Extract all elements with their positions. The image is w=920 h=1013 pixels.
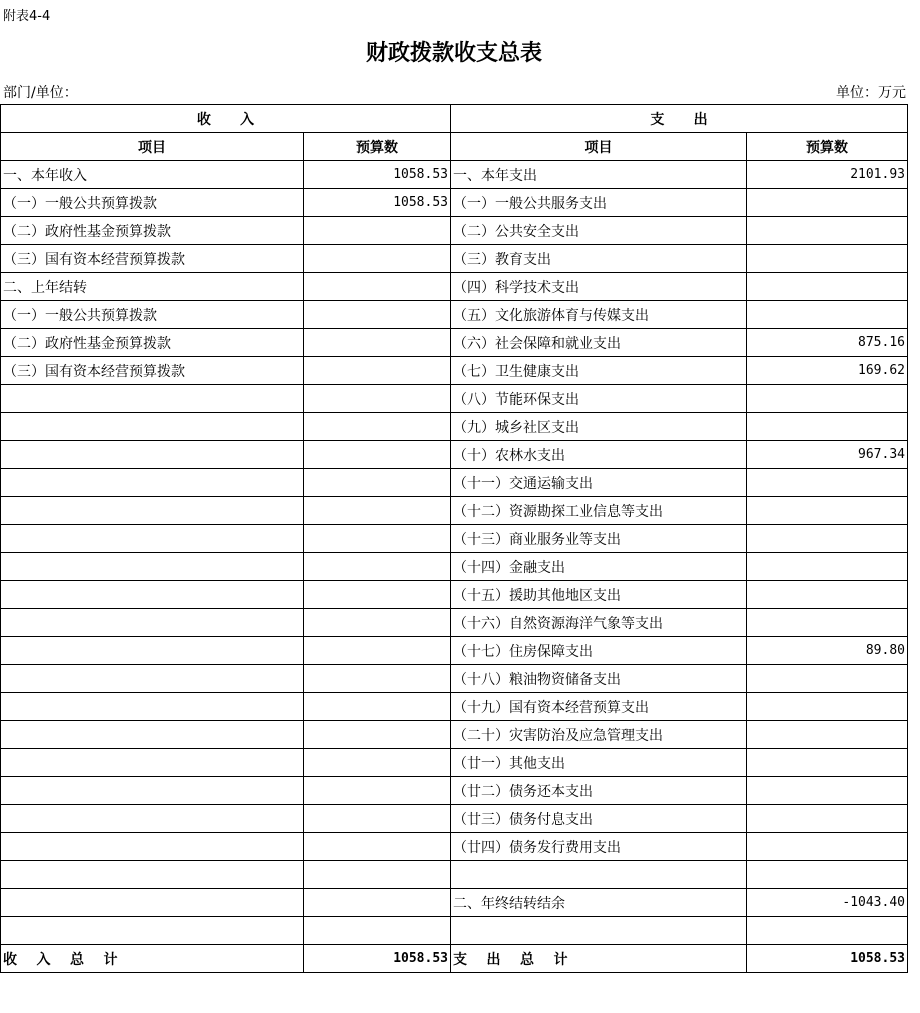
expense-value-cell — [747, 609, 908, 637]
expense-value-cell: 967.34 — [747, 441, 908, 469]
income-value-cell — [304, 637, 451, 665]
expense-value-cell — [747, 805, 908, 833]
expense-item-cell: （七）卫生健康支出 — [451, 357, 747, 385]
table-row — [1, 805, 908, 833]
table-row — [1, 441, 908, 469]
expense-value-cell — [747, 749, 908, 777]
income-value-cell — [304, 889, 451, 917]
expense-item-cell: 一、本年支出 — [451, 161, 747, 189]
expense-item-column-header: 项目 — [451, 133, 747, 161]
table-row — [1, 245, 908, 273]
expense-value-cell — [747, 497, 908, 525]
expense-value-cell — [747, 413, 908, 441]
income-value-cell — [304, 833, 451, 861]
expense-item-cell: （十八）粮油物资储备支出 — [451, 665, 747, 693]
income-value-cell — [304, 861, 451, 889]
expense-item-cell: （八）节能环保支出 — [451, 385, 747, 413]
expense-item-cell: （十二）资源勘探工业信息等支出 — [451, 497, 747, 525]
income-value-cell: 1058.53 — [304, 189, 451, 217]
table-row — [1, 777, 908, 805]
income-value-cell — [304, 385, 451, 413]
income-value-cell — [304, 245, 451, 273]
expense-item-cell: （二十）灾害防治及应急管理支出 — [451, 721, 747, 749]
income-header: 收 入 — [1, 105, 451, 133]
expense-value-cell: 2101.93 — [747, 161, 908, 189]
income-item-cell — [1, 525, 304, 553]
expense-item-cell: （廿一）其他支出 — [451, 749, 747, 777]
income-item-cell — [1, 581, 304, 609]
table-row — [1, 889, 908, 917]
table-row — [1, 413, 908, 441]
expense-item-cell: （十一）交通运输支出 — [451, 469, 747, 497]
expense-item-cell: （十）农林水支出 — [451, 441, 747, 469]
expense-item-cell: （十九）国有资本经营预算支出 — [451, 693, 747, 721]
expense-item-cell — [451, 861, 747, 889]
income-total-label: 收 入 总 计 — [1, 945, 304, 973]
table-row — [1, 609, 908, 637]
income-item-cell — [1, 805, 304, 833]
attachment-label: 附表4-4 — [3, 9, 51, 24]
income-value-cell — [304, 441, 451, 469]
income-item-cell — [1, 497, 304, 525]
expense-value-cell — [747, 721, 908, 749]
income-item-cell: （一）一般公共预算拨款 — [1, 301, 304, 329]
expense-header: 支 出 — [451, 105, 908, 133]
table-row — [1, 217, 908, 245]
expense-value-cell — [747, 861, 908, 889]
expense-value-cell: -1043.40 — [747, 889, 908, 917]
expense-value-cell: 875.16 — [747, 329, 908, 357]
expense-item-cell: （十四）金融支出 — [451, 553, 747, 581]
income-value-cell — [304, 217, 451, 245]
table-row — [1, 581, 908, 609]
expense-value-cell — [747, 273, 908, 301]
income-value-cell — [304, 413, 451, 441]
unit-label: 单位：万元 — [836, 85, 906, 101]
income-value-cell — [304, 777, 451, 805]
expense-value-cell — [747, 581, 908, 609]
income-value-cell — [304, 749, 451, 777]
income-value-cell — [304, 581, 451, 609]
page-title: 财政拨款收支总表 — [365, 40, 542, 66]
income-item-cell: （三）国有资本经营预算拨款 — [1, 245, 304, 273]
table-row — [1, 329, 908, 357]
income-item-cell — [1, 469, 304, 497]
expense-total-label: 支 出 总 计 — [451, 945, 747, 973]
income-item-cell — [1, 385, 304, 413]
expense-value-cell: 89.80 — [747, 637, 908, 665]
income-item-cell: （二）政府性基金预算拨款 — [1, 329, 304, 357]
table-row — [1, 721, 908, 749]
expense-value-cell: 169.62 — [747, 357, 908, 385]
table-row — [1, 861, 908, 889]
income-value-cell — [304, 805, 451, 833]
income-item-cell — [1, 861, 304, 889]
income-item-cell — [1, 609, 304, 637]
expense-value-cell — [747, 469, 908, 497]
table-row — [1, 161, 908, 189]
income-item-cell — [1, 833, 304, 861]
expense-item-cell: （廿三）债务付息支出 — [451, 805, 747, 833]
table-row — [1, 833, 908, 861]
income-item-cell: （三）国有资本经营预算拨款 — [1, 357, 304, 385]
column-header-row — [1, 133, 908, 161]
table-row — [1, 357, 908, 385]
income-value-cell — [304, 553, 451, 581]
income-value-cell — [304, 301, 451, 329]
income-item-cell: 二、上年结转 — [1, 273, 304, 301]
income-item-cell — [1, 413, 304, 441]
income-item-cell: （二）政府性基金预算拨款 — [1, 217, 304, 245]
expense-value-cell — [747, 553, 908, 581]
income-item-cell — [1, 637, 304, 665]
expense-item-cell — [451, 917, 747, 945]
income-item-cell: 一、本年收入 — [1, 161, 304, 189]
expense-value-cell — [747, 693, 908, 721]
table-row — [1, 553, 908, 581]
income-value-cell: 1058.53 — [304, 161, 451, 189]
table-row — [1, 749, 908, 777]
table-row — [1, 301, 908, 329]
expense-value-cell — [747, 301, 908, 329]
expense-item-cell: （廿二）债务还本支出 — [451, 777, 747, 805]
table-row — [1, 273, 908, 301]
expense-item-cell: （五）文化旅游体育与传媒支出 — [451, 301, 747, 329]
income-value-cell — [304, 329, 451, 357]
income-value-cell — [304, 525, 451, 553]
expense-item-cell: （十三）商业服务业等支出 — [451, 525, 747, 553]
income-item-cell — [1, 553, 304, 581]
income-value-cell — [304, 469, 451, 497]
table-row — [1, 497, 908, 525]
expense-value-cell — [747, 917, 908, 945]
income-value-cell — [304, 273, 451, 301]
budget-table — [0, 104, 908, 973]
income-item-cell — [1, 917, 304, 945]
income-value-cell — [304, 609, 451, 637]
expense-value-cell — [747, 189, 908, 217]
expense-item-cell: （二）公共安全支出 — [451, 217, 747, 245]
expense-item-cell: （十六）自然资源海洋气象等支出 — [451, 609, 747, 637]
income-value-cell — [304, 497, 451, 525]
income-item-cell — [1, 777, 304, 805]
expense-item-cell: 二、年终结转结余 — [451, 889, 747, 917]
income-item-cell — [1, 693, 304, 721]
income-item-column-header: 项目 — [1, 133, 304, 161]
department-label: 部门/单位： — [3, 85, 78, 101]
expense-value-cell — [747, 525, 908, 553]
expense-value-cell — [747, 385, 908, 413]
table-row — [1, 189, 908, 217]
table-row — [1, 525, 908, 553]
expense-item-cell: （廿四）债务发行费用支出 — [451, 833, 747, 861]
income-item-cell — [1, 721, 304, 749]
expense-item-cell: （十七）住房保障支出 — [451, 637, 747, 665]
income-item-cell — [1, 749, 304, 777]
table-row — [1, 469, 908, 497]
expense-item-cell: （四）科学技术支出 — [451, 273, 747, 301]
totals-row — [1, 945, 908, 973]
expense-value-cell — [747, 217, 908, 245]
expense-value-cell — [747, 245, 908, 273]
expense-item-cell: （十五）援助其他地区支出 — [451, 581, 747, 609]
table-row — [1, 385, 908, 413]
table-row — [1, 637, 908, 665]
expense-value-cell — [747, 665, 908, 693]
table-row — [1, 917, 908, 945]
section-header-row — [1, 105, 908, 133]
expense-total-value: 1058.53 — [747, 945, 908, 973]
income-budget-column-header: 预算数 — [304, 133, 451, 161]
income-item-cell: （一）一般公共预算拨款 — [1, 189, 304, 217]
expense-value-cell — [747, 777, 908, 805]
income-value-cell — [304, 693, 451, 721]
expense-value-cell — [747, 833, 908, 861]
expense-budget-column-header: 预算数 — [747, 133, 908, 161]
income-value-cell — [304, 357, 451, 385]
income-value-cell — [304, 721, 451, 749]
expense-item-cell: （一）一般公共服务支出 — [451, 189, 747, 217]
expense-item-cell: （六）社会保障和就业支出 — [451, 329, 747, 357]
income-value-cell — [304, 917, 451, 945]
table-row — [1, 693, 908, 721]
table-row — [1, 665, 908, 693]
income-item-cell — [1, 441, 304, 469]
income-item-cell — [1, 665, 304, 693]
income-item-cell — [1, 889, 304, 917]
income-value-cell — [304, 665, 451, 693]
expense-item-cell: （九）城乡社区支出 — [451, 413, 747, 441]
expense-item-cell: （三）教育支出 — [451, 245, 747, 273]
income-total-value: 1058.53 — [304, 945, 451, 973]
